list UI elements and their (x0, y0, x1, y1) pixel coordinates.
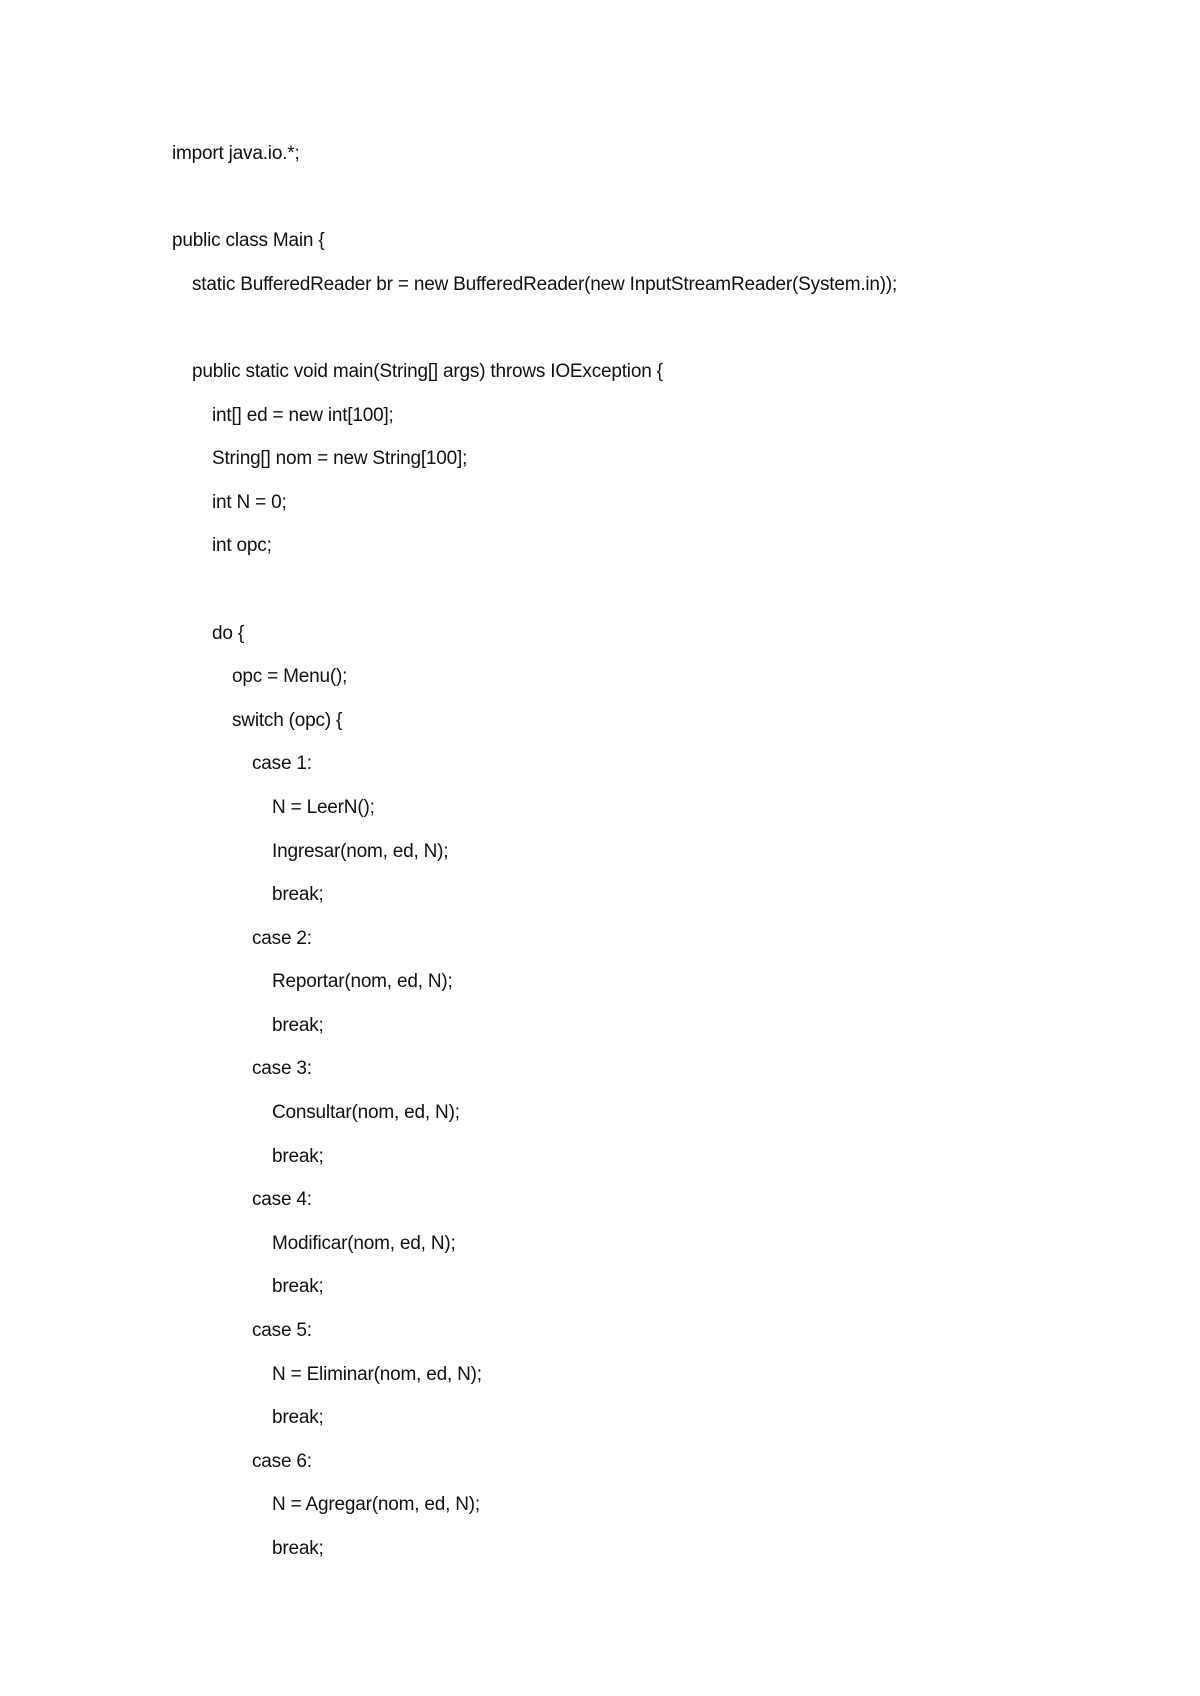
code-line: case 1: (252, 753, 312, 775)
code-line: public static void main(String[] args) throws IOException { (192, 360, 663, 382)
code-listing (172, 143, 897, 1582)
code-line: case 6: (252, 1450, 312, 1472)
code-line: break; (272, 1014, 324, 1036)
code-line: do { (212, 622, 244, 644)
code-line-blank (172, 187, 897, 231)
code-line-blank (172, 579, 897, 623)
code-line: case 2: (252, 927, 312, 949)
code-line: public class Main { (172, 230, 325, 252)
code-line: break; (272, 884, 324, 906)
code-line: opc = Menu(); (232, 666, 348, 688)
code-line: int N = 0; (212, 491, 287, 513)
code-line: case 5: (252, 1320, 312, 1342)
code-line: N = Eliminar(nom, ed, N); (272, 1363, 482, 1385)
code-line: Reportar(nom, ed, N); (272, 971, 453, 993)
code-line: break; (272, 1276, 324, 1298)
code-line: import java.io.*; (172, 143, 300, 164)
code-line: switch (opc) { (232, 709, 343, 731)
code-line: Ingresar(nom, ed, N); (272, 840, 449, 862)
code-line: Modificar(nom, ed, N); (272, 1232, 456, 1254)
code-line: N = Agregar(nom, ed, N); (272, 1494, 480, 1516)
code-line: N = LeerN(); (272, 796, 375, 818)
code-line: int[] ed = new int[100]; (212, 404, 394, 426)
code-line: Consultar(nom, ed, N); (272, 1102, 460, 1124)
code-line-blank (172, 317, 897, 361)
code-line: String[] nom = new String[100]; (212, 448, 468, 470)
code-line: static BufferedReader br = new BufferedReader(new InputStreamReader(System.in)); (192, 273, 898, 295)
code-line: int opc; (212, 535, 272, 557)
code-line: case 3: (252, 1058, 312, 1080)
code-line: case 4: (252, 1189, 312, 1211)
code-line: break; (272, 1145, 324, 1167)
code-line: break; (272, 1407, 324, 1429)
code-line: break; (272, 1538, 324, 1559)
